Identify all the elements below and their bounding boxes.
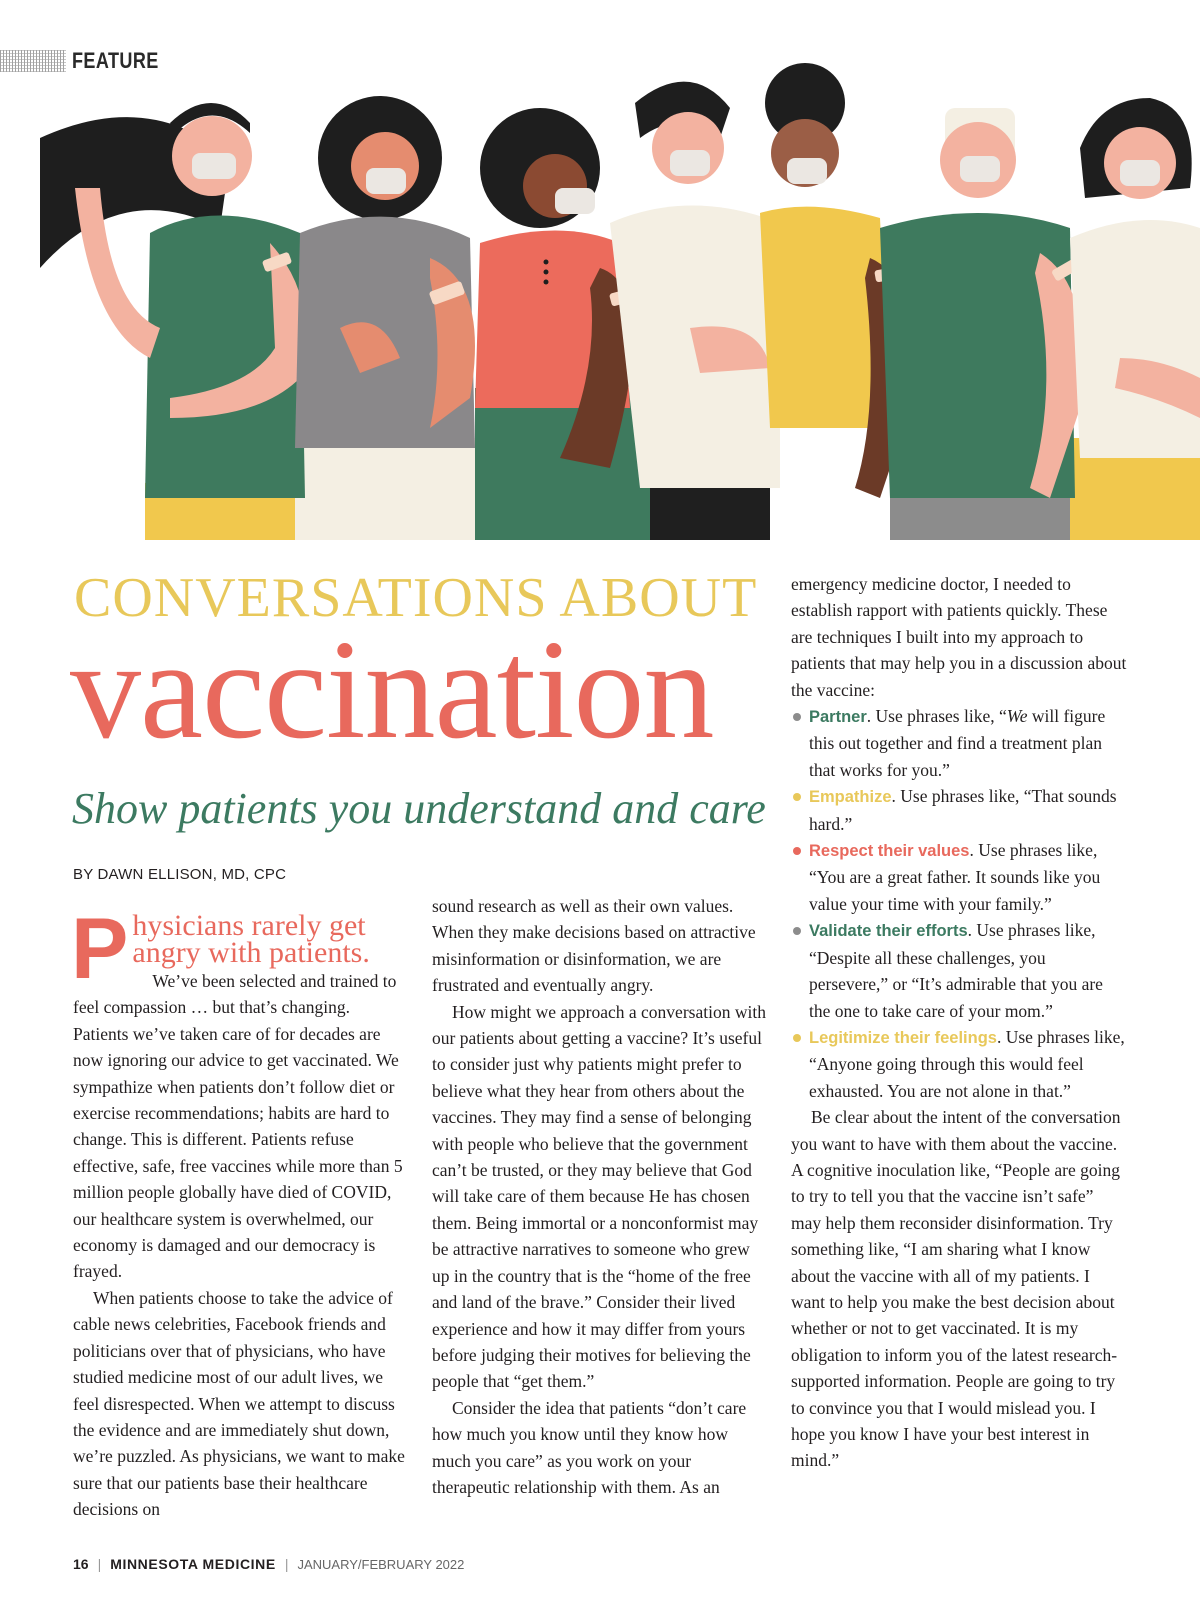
technique-label: Partner (809, 708, 867, 727)
section-tag-pattern (0, 50, 66, 72)
technique-text: . Use phrases like, “You are a great father. It sounds like you value your time with your family.” (809, 840, 1101, 914)
body-paragraph: Consider the idea that patients “don’t care how much you know until they know how much you care” as you work on your therapeutic relationship with them. As an (432, 1397, 747, 1497)
technique-label: Legitimize their feelings (809, 1028, 997, 1047)
bullet-dot (793, 1034, 801, 1042)
column-2 (432, 893, 768, 1500)
technique-label: Respect their values (809, 842, 970, 861)
page-footer (73, 1556, 464, 1572)
technique-label: Validate their efforts (809, 922, 968, 941)
technique-text: . Use phrases like, “That sounds hard.” (809, 786, 1117, 834)
section-tag (0, 46, 178, 76)
bullet-dot (793, 927, 801, 935)
technique-list (791, 703, 1127, 1104)
body-paragraph: We’ve been selected and trained to feel compassion … but that’s changing. Patients we’ve taken care of for decades are now ignoring our advice to get vaccinated. We sympathize when patients don’t follow diet or exercise recommendations; habits are hard to change. This is different. Patients refuse effective, safe, free vaccines while more than 5 million people globally have died of COVID, our healthcare system is overwhelmed, our economy is damaged and our democracy is frayed. (73, 971, 403, 1282)
hero-illustration (0, 28, 1200, 540)
technique-item-validate (791, 917, 1127, 1024)
column-1 (71, 901, 409, 1523)
technique-item-partner (791, 703, 1127, 783)
dropcap: P (71, 901, 129, 997)
technique-item-legitimize (791, 1024, 1127, 1104)
technique-text: . Use phrases like, “Despite all these challenges, you persevere,” or “It’s admirable that you are the one to take care of your mom.” (809, 920, 1103, 1021)
magazine-name: MINNESOTA MEDICINE (110, 1556, 276, 1572)
body-paragraph: When patients choose to take the advice of cable news celebrities, Facebook friends and politicians over that of physicians, who have studied medicine most of our adult lives, we feel disrespected. When we attempt to discuss the evidence and are immediately shut down, we’re puzzled. As physicians, we want to make sure that our patients base their healthcare decisions on (73, 1287, 405, 1520)
technique-text: will figure this out together and find a treatment plan that works for you.” (809, 706, 1106, 780)
technique-text: . Use phrases like, “ (866, 706, 1007, 727)
byline: BY DAWN ELLISON, MD, CPC (73, 866, 287, 883)
headline: vaccination (70, 610, 714, 768)
footer-divider: | (97, 1556, 102, 1572)
body-paragraph: emergency medicine doctor, I needed to establish rapport with patients quickly. These are techniques I built into my approach to patients that may help you in a discussion about the vaccine: (791, 574, 1127, 700)
bullet-dot (793, 713, 801, 721)
lede (71, 901, 409, 997)
vaccinated-people-illustration (0, 28, 1200, 540)
deck-subtitle: Show patients you understand and care (72, 784, 766, 833)
technique-item-respect (791, 837, 1127, 917)
technique-emphasis: We (1006, 706, 1028, 727)
bullet-dot (793, 847, 801, 855)
section-tag-label: FEATURE (72, 48, 159, 73)
body-paragraph: sound research as well as their own values. When they make decisions based on attractive misinformation or disinformation, we are frustrated and eventually angry. (432, 896, 756, 996)
bullet-dot (793, 793, 801, 801)
technique-item-empathize (791, 783, 1127, 837)
issue-date: JANUARY/FEBRUARY 2022 (297, 1556, 465, 1572)
page-number: 16 (73, 1556, 89, 1572)
body-paragraph: Be clear about the intent of the conversation you want to have with them about the vaccine. A cognitive inoculation like, “People are going to try to tell you that the vaccine isn’t safe” may help them reconsider disinformation. Try something like, “I am sharing what I know about the vaccine with all of my patients. I want to help you make the best decision about whether or not to get vaccinated. It is my obligation to inform you of the latest research-supported information. People are going to try to convince you that I would mislead you. I hope you know I have your best interest in mind.” (791, 1107, 1121, 1471)
headline-kicker: CONVERSATIONS ABOUT (74, 567, 758, 629)
column-3 (791, 571, 1127, 1474)
lede-text: hysicians rarely get angry with patients. (132, 909, 370, 969)
technique-text: . Use phrases like, “Anyone going through this would feel exhausted. You are not alone in that.” (809, 1026, 1125, 1101)
technique-label: Empathize (809, 788, 892, 807)
body-paragraph: How might we approach a conversation with our patients about getting a vaccine? It’s useful to consider just why patients might prefer to believe what they hear from others about the vaccines. They may find a sense of belonging with people who believe that the government can’t be trusted, or they may believe that God will take care of them because He has chosen them. Being immortal or a nonconformist may be attractive narratives to someone who grew up in the country that is the “home of the free and land of the brave.” Consider their lived experience and how it may differ from yours before judging their motives for believing the people that “get them.” (432, 1001, 766, 1392)
footer-divider: | (284, 1556, 289, 1572)
